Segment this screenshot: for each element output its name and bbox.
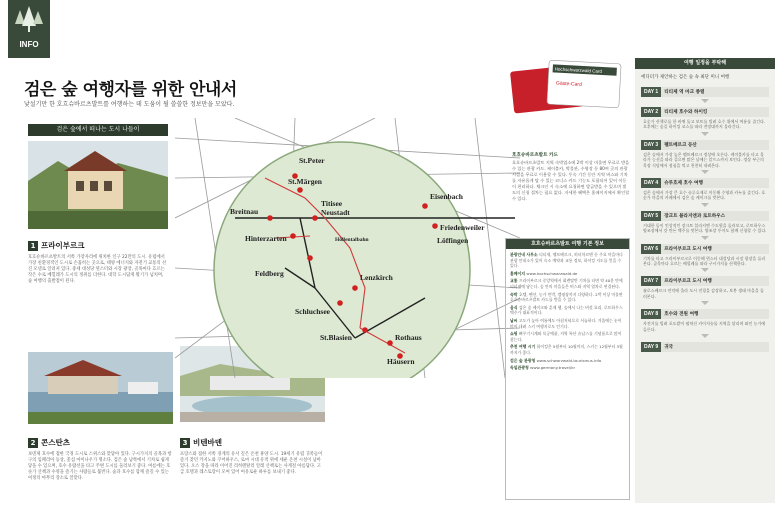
card-sub: Gäste-Card: [555, 80, 582, 88]
day-title: 귀국: [664, 345, 674, 351]
info-item-key: 추천 여행 시기: [510, 344, 537, 350]
freiburg-block: [28, 233, 168, 285]
down-arrow-icon: [701, 236, 709, 240]
page-title: 검은 숲 여행자를 위한 안내서: [24, 80, 237, 100]
day-title: 티티제 호수와 하이킹: [664, 110, 708, 115]
day-title: 프라이부르크 도시 여행: [664, 279, 712, 285]
day-text: 거대한 돔이 인상적인 장크트 블라지엔 수도원을 둘러보고, 로트하우스 양조장에서 갓 만든 맥주를 맛본다. 양조장 투어도 함께 신청할 수 있다.: [643, 222, 767, 234]
basic-info-panel: [505, 238, 630, 500]
map-label-neustadt: Neustadt: [321, 208, 350, 217]
itinerary-days: [635, 87, 775, 352]
info-item-value: 프라이부르크 중앙역에서 회렌탈반 기차를 타면 약 40분 만에 티티제에 닿는다. 숲 안의 마을들은 버스와 지역 열차로 연결된다.: [510, 278, 623, 289]
info-item-value: www.germany.travel/kr: [530, 365, 576, 371]
map-label-haeusern: Häusern: [387, 357, 415, 366]
baden-block: [180, 430, 325, 476]
map-label-schluchsee: Schluchsee: [295, 307, 331, 316]
map-label-friedenweiler: Friedenweiler: [440, 223, 485, 232]
day-header: [641, 178, 769, 188]
info-item-value: 하이킹은 5월부터 10월까지, 스키는 12월부터 3월까지가 좋다.: [510, 344, 623, 355]
info-item-value: 검은 숲 케이크와 훈제 햄, 숲에서 나는 버섯 요리, 로트하우스 맥주가 대표적이다.: [510, 304, 623, 316]
block-number: 3: [180, 438, 190, 448]
itinerary-day: [641, 178, 769, 207]
card-title: Hochschwarzwald Card: [554, 66, 603, 74]
info-item-key: 홈페이지: [510, 270, 527, 276]
map-label-eisenbach: Eisenbach: [430, 192, 463, 201]
konstanz-block: [28, 430, 173, 482]
map-label-lenzkirch: Lenzkirch: [360, 273, 393, 282]
card-svg: [510, 60, 625, 150]
day-title: 펠트베르크 등산: [664, 142, 697, 148]
day-tag: DAY 5: [641, 211, 661, 221]
region-map: [175, 118, 520, 378]
block-text: 보덴제 호수에 접한 국경 도시로 스위스와 맞닿아 있다. 구시가지의 골목과 항구의 임페리아 동상, 꽃섬 마이나우가 명소다. 검은 숲 남쪽에서 기차로 쉽게 닿을 수 있으며, 호수 유람선을 타고 주변 도시를 둘러보기 좋다. 여름에는 호숫가 산책과 수영을 즐기는 사람들로 붐빈다. 숲과 호수를 함께 즐길 수 있는 여정의 마무리 장소로 알맞다.: [28, 452, 172, 481]
info-item-key: 날씨: [510, 317, 519, 323]
info-item: [510, 331, 625, 342]
map-label-hinterzarten: Hinterzarten: [245, 234, 287, 243]
block-title: 콘스탄츠: [41, 438, 70, 447]
down-arrow-icon: [701, 334, 709, 338]
day-title: 장크트 블라지엔과 로트하우스: [664, 213, 726, 219]
info-item: [510, 318, 625, 329]
block-title: 비텐바덴: [193, 438, 222, 447]
forest-icon: [14, 6, 44, 34]
day-tag: DAY 4: [641, 178, 661, 188]
down-arrow-icon: [701, 301, 709, 305]
day-title: 프라이부르크 도시 여행: [664, 246, 712, 252]
day-tag: DAY 7: [641, 276, 661, 286]
itinerary-day: [641, 87, 769, 103]
day-header: [641, 211, 769, 221]
itinerary-day: [641, 244, 769, 273]
info-item-key: 관광안내 사무소: [510, 252, 540, 257]
basic-info-heading: 호흐슈바르츠발트 여행 기본 정보: [506, 239, 629, 249]
itinerary-day: [641, 107, 769, 136]
day-header: [641, 87, 769, 97]
itinerary-heading: 여행 일정을 부탁해: [635, 58, 775, 69]
info-item-value: www.hochschwarzwald.de: [526, 270, 578, 276]
info-tab: [8, 0, 50, 58]
info-item-key: 숙박: [510, 291, 519, 297]
info-item-key: 쇼핑: [510, 331, 519, 337]
info-item-value: 티티제, 펠트베르크, 히터차르텐 등 주요 마을마다 관광 안내소가 있어 숙소 예약과 교통 정보, 하이킹 지도를 얻을 수 있다.: [510, 252, 623, 269]
day-text: 호숫가 산책로를 한 바퀴 돌고 보트를 빌려 호수 위에서 여유를 즐긴다. 오후에는 숲길 하이킹 코스를 따라 전망대까지 올라간다.: [643, 119, 766, 130]
map-label-loeffingen: Löffingen: [437, 236, 469, 245]
day-tag: DAY 8: [641, 309, 661, 319]
block-text: 프랑스와 접한 서쪽 경계의 유서 깊은 온천 휴양 도시. 19세기 유럽 귀족들이 즐겨 찾던 카지노와 쿠어하우스, 로마 시대 유적 위에 세운 온천 시설이 남아 있다. 오스 강을 따라 이어진 리히텐탈러 알레 산책로는 사계절 아름답다. 고급 호텔과 레스토랑이 모여 있어 여유로운 하루를 보내기 좋다.: [180, 452, 323, 475]
info-item-value: 고도가 높아 여름에도 아침저녁으로 서늘하다. 겨울에는 눈이 많이 내려 스키 여행지로도 인기다.: [510, 317, 622, 329]
down-arrow-icon: [701, 132, 709, 136]
day-title: 슈루흐제 호수 여행: [664, 181, 703, 187]
day-header: [641, 107, 769, 117]
itinerary-day: [641, 309, 769, 338]
day-tag: DAY 3: [641, 140, 661, 150]
basic-info-body: [506, 249, 629, 376]
day-tag: DAY 6: [641, 244, 661, 254]
info-item: [510, 278, 625, 289]
day-text: 검은 숲에서 가장 높은 펠트베르크 정상에 오른다. 케이블카를 타고 올라가 능선을 따라 걸으면 맑은 날에는 알프스까지 보인다. 정상 부근의 목장 식당에서 점심을 먹고 천천히 내려온다.: [643, 151, 764, 168]
down-arrow-icon: [701, 268, 709, 272]
info-item-key: 검은 숲 관광청: [510, 357, 537, 363]
info-label: INFO: [19, 40, 39, 49]
info-item-key: 음식: [510, 304, 519, 310]
map-label-breitnau: Breitnau: [230, 207, 259, 216]
block-number: 2: [28, 438, 38, 448]
info-item: [510, 252, 625, 269]
block-text: 호흐슈바르츠발트의 서쪽 가장자리에 위치한 인구 22만의 도시. 유럽에서 가장 친환경적인 도시로 손꼽히는 곳으로, 태양 에너지와 자전거 교통의 선진 모델로 알려져 있다. 중세 대성당 뮌스터와 시장 광장, 골목마다 흐르는 작은 수로 베힐레가 도시의 정취를 더한다. 대학 도시답게 활기가 넘치며, 숲 여행의 출발점이 된다.: [28, 255, 167, 284]
map-svg: [175, 118, 520, 378]
day-title: 티티제 역 마크 종렬: [664, 90, 705, 95]
map-label-st-peter: St.Peter: [299, 156, 325, 165]
map-label-titisee: Titisee: [321, 199, 343, 208]
map-label-feldberg: Feldberg: [255, 269, 284, 278]
info-item-value: www.schwarzwald-tourismus.info: [536, 357, 602, 363]
day-text: 슐로스베르크 언덕에 올라 도시 전경을 감상하고, 보봉 생태 마을을 둘러본다.: [643, 288, 764, 299]
info-item: [510, 271, 625, 277]
down-arrow-icon: [701, 99, 709, 103]
itinerary-intro: 에디터가 제안하는 검은 숲 속 최단 미니 여행: [641, 75, 730, 80]
itinerary-day: [641, 342, 769, 352]
day-tag: DAY 1: [641, 87, 661, 97]
info-item: [510, 292, 625, 303]
info-item-key: 독일관광청: [510, 365, 531, 371]
info-item: [510, 305, 625, 316]
map-label-rail: Höllentalbahn: [335, 237, 369, 243]
section-pill: 검은 숲에서 떠나는 도시 나들이: [28, 124, 168, 136]
block-title: 프라이부르크: [41, 241, 85, 250]
itinerary-day: [641, 140, 769, 174]
day-header: [641, 342, 769, 352]
itinerary-day: [641, 211, 769, 240]
map-label-st-maergen: St.Märgen: [288, 177, 322, 186]
info-item: [510, 358, 625, 364]
freiburg-photo: [28, 141, 168, 229]
itinerary-day: [641, 276, 769, 305]
card-info: [512, 152, 630, 202]
info-item-value: 뻐꾸기시계와 목공예품, 지역 특산 슈납스를 기념품으로 많이 찾는다.: [510, 331, 622, 342]
down-arrow-icon: [701, 203, 709, 207]
day-header: [641, 244, 769, 254]
down-arrow-icon: [701, 170, 709, 174]
region-circle: [214, 142, 470, 378]
day-header: [641, 309, 769, 319]
card-heading: 호흐슈바르츠발트 카드: [512, 153, 558, 158]
card-text: 호흐슈바르츠발트 지역 숙박업소에 2박 이상 머물면 무료로 받을 수 있는 관광 카드. 케이블카, 박물관, 수영장 등 80여 곳의 관광 시설을 무료로 이용할 수 있다. 투숙 기간 동안 지역 버스와 기차를 자유롭게 탈 수 있는 코너스 카드 기능도 포함되어 있어 이동이 편리하다. 체크인 시 숙소에 요청하면 발급받을 수 있으며 별도의 신청 절차는 필요 없다. 자세한 혜택은 홈페이지에서 확인할 수 있다.: [512, 160, 630, 201]
day-text: 검은 숲에서 가장 큰 호수 슈루흐제로 이동해 수영과 카누를 즐긴다. 호숫가 마을의 카페에서 검은 숲 케이크를 맛본다.: [643, 190, 766, 201]
day-tag: DAY 9: [641, 342, 661, 352]
day-header: [641, 140, 769, 150]
itinerary-panel: [635, 58, 775, 503]
info-item-value: 호텔, 펜션, 농가 민박, 캠핑장까지 다양하다. 2박 이상 머물면 호흐슈바르츠발트 카드를 받을 수 있다.: [510, 291, 623, 303]
info-item: [510, 344, 625, 355]
page-subtitle: 낯설기만 한 호흐슈바르츠발트를 여행하는 데 도움이 될 쓸쓸한 정보만을 모았다.: [24, 101, 235, 108]
info-item-key: 교통: [510, 278, 519, 284]
day-header: [641, 276, 769, 286]
info-item: [510, 365, 625, 371]
map-label-st-blasien: St.Blasien: [320, 333, 352, 342]
konstanz-photo: [28, 352, 173, 424]
day-text: 자전거를 빌려 포도밭이 펼쳐진 카이저슈툴 지역을 달리며 와인 농가에 들른다.: [643, 321, 766, 332]
card-illustration: [510, 60, 625, 150]
day-title: 호수와 전원 여행: [664, 312, 699, 318]
block-number: 1: [28, 241, 38, 251]
day-text: 기차를 타고 프라이부르크로 이동해 뮌스터 대성당과 시장 광장을 둘러본다. 골목마다 흐르는 베힐레를 따라 구시가지를 산책한다.: [643, 255, 766, 267]
day-tag: DAY 2: [641, 107, 661, 117]
map-label-rothaus: Rothaus: [395, 333, 422, 342]
